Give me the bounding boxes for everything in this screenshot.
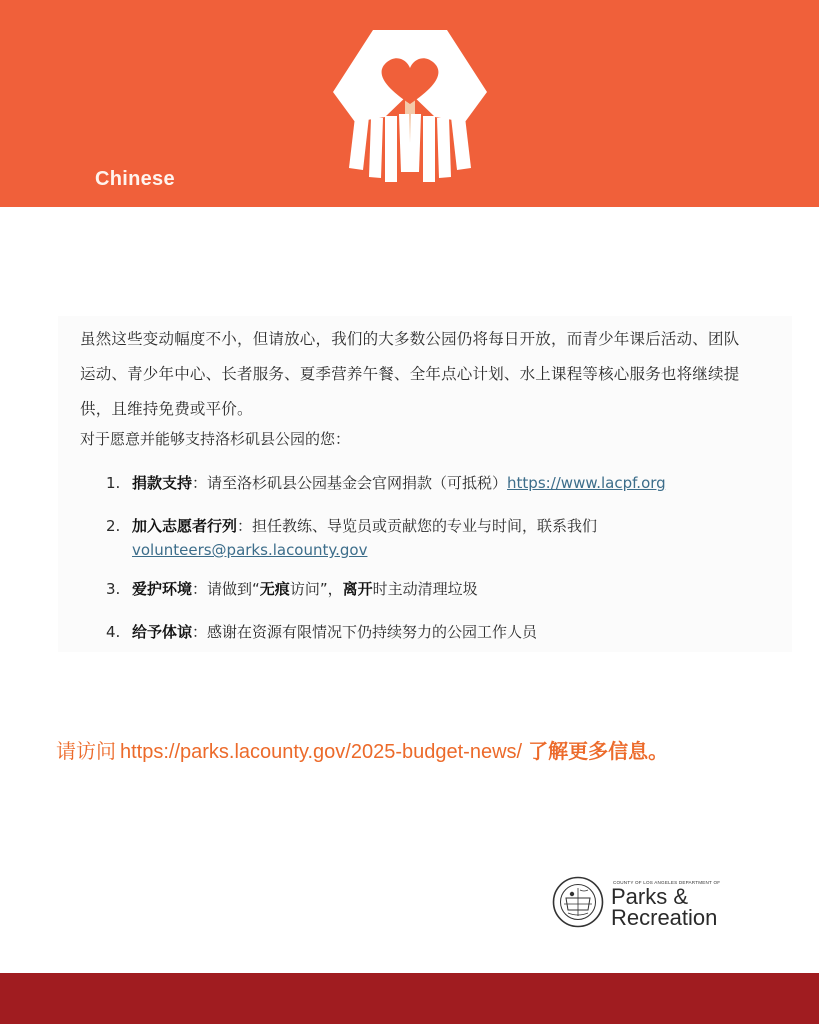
- list-number: 3.: [106, 580, 121, 598]
- department-label: COUNTY OF LOS ANGELES DEPARTMENT OF: [613, 880, 721, 885]
- support-lead-text: 对于愿意并能够支持洛杉矶县公园的您：: [80, 430, 351, 448]
- list-number: 2.: [106, 517, 121, 535]
- list-number: 1.: [106, 474, 121, 492]
- logo-text-line2: Recreation: [611, 905, 718, 930]
- list-item-text: 访问”，: [289, 580, 343, 598]
- donate-link[interactable]: https://www.lacpf.org: [507, 474, 666, 492]
- visit-prefix: 请访问: [56, 739, 116, 763]
- list-item-text: ：请至洛杉矶县公园基金会官网捐款（可抵税）: [192, 474, 508, 492]
- list-item-text: ：担任教练、导览员或贡献您的专业与时间，联系我们: [237, 517, 598, 535]
- visit-suffix: 了解更多信息。: [528, 739, 669, 763]
- list-item-title: 爱护环境: [132, 580, 193, 598]
- list-item-text: ：请做到“: [192, 580, 260, 598]
- list-item-title: 给予体谅: [132, 623, 193, 641]
- list-item-emphasis: 离开: [342, 580, 373, 598]
- intro-line: 虽然这些变动幅度不小，但请放心，我们的大多数公园仍将每日开放，而青少年课后活动、团队: [80, 330, 740, 348]
- list-item-title: 加入志愿者行列: [132, 517, 238, 535]
- list-item-text: ：感谢在资源有限情况下仍持续努力的公园工作人员: [192, 623, 538, 641]
- volunteer-email-link[interactable]: volunteers@parks.lacounty.gov: [132, 541, 368, 559]
- list-item-text: 时主动清理垃圾: [372, 580, 478, 598]
- parks-recreation-logo: [552, 876, 752, 932]
- list-item-title: 捐款支持: [132, 474, 193, 492]
- footer-bar: [0, 973, 819, 1024]
- header-banner: [0, 0, 819, 207]
- language-label: Chinese: [95, 168, 175, 190]
- county-seal-icon: [552, 876, 604, 928]
- logo-text-line1: Parks &: [611, 884, 689, 909]
- heart-hands-icon: [325, 22, 495, 192]
- intro-line: 供，且维持免费或平价。: [80, 400, 253, 418]
- budget-news-link[interactable]: https://parks.lacounty.gov/2025-budget-news/: [120, 741, 523, 763]
- intro-paragraph: [80, 322, 780, 427]
- list-number: 4.: [106, 623, 121, 641]
- list-item-emphasis: 无痕: [259, 580, 290, 598]
- intro-line: 运动、青少年中心、长者服务、夏季营养午餐、全年点心计划、水上课程等核心服务也将继续提: [80, 365, 740, 383]
- visit-callout: [56, 735, 796, 764]
